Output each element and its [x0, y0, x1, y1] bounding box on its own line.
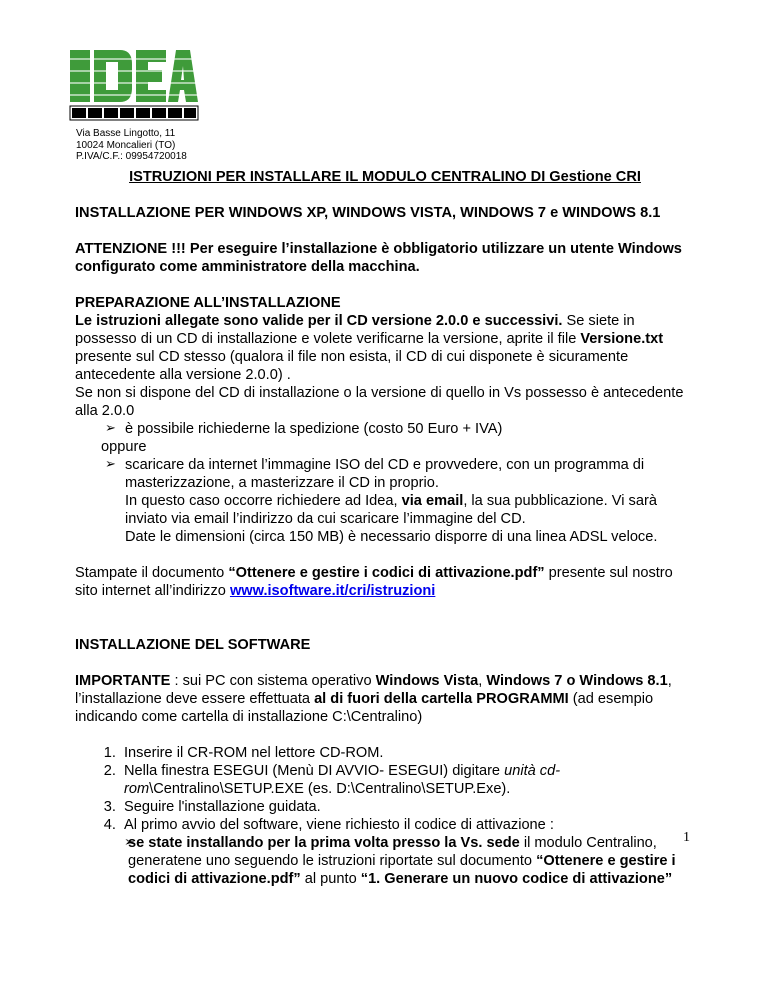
step-insert-cd: 1. Inserire il CR-ROM nel lettore CD-ROM. [120, 744, 695, 762]
request-text-b: , la sua pubblicazione. Vi sarà inviato via email l’indirizzo da cui scaricare l’immagine del CD. [125, 493, 657, 527]
option-shipping: ➢ è possibile richiederne la spedizione (costo 50 Euro + IVA) [105, 420, 695, 438]
address-street: Via Basse Lingotto, 11 [76, 128, 176, 139]
step4-text: 4. Al primo avvio del software, viene richiesto il codice di attivazione : [124, 817, 554, 833]
important-text-3: , l’installazione deve essere effettuata [75, 673, 672, 707]
sub-doc: “Ottenere e gestire i codici di attivazione.pdf” [128, 853, 676, 887]
install-os-heading: INSTALLAZIONE PER WINDOWS XP, WINDOWS VISTA, WINDOWS 7 e WINDOWS 8.1 [75, 205, 661, 221]
step2-text-a: Nella finestra ESEGUI (Menù DI AVVIO- ESEGUI) digitare [124, 763, 505, 779]
sub-bold: se state installando per la prima volta presso la Vs. sede [128, 835, 520, 851]
option-download [105, 456, 695, 546]
install-steps [75, 744, 695, 888]
cd-options-list-2 [75, 456, 695, 546]
step2-text-b: \Centralino\SETUP.EXE (es. D:\Centralino\SETUP.Exe). [149, 781, 511, 797]
page-number: 1 [683, 830, 690, 845]
option-download-request [125, 492, 695, 528]
admin-warning: ATTENZIONE !!! Per eseguire l’installazione è obbligatorio utilizzare un utente Windows configurato come amministratore della macchina. [75, 241, 682, 275]
step-run-setup [120, 762, 695, 798]
important-text-2: , [478, 673, 487, 689]
software-install-heading: INSTALLAZIONE DEL SOFTWARE [75, 637, 311, 653]
sub-point: “1. Generare un nuovo codice di attivazione” [360, 871, 673, 887]
cd-options-list [75, 420, 695, 438]
step2-drive: unità cd-rom [124, 763, 561, 797]
oppure-text: oppure [101, 439, 147, 455]
prep-text-1: Se siete in possesso di un CD di installazione e volete verificarne la versione, aprite il file [75, 313, 635, 347]
important-outside-folder: al di fuori della cartella PROGRAMMI [314, 691, 569, 707]
address-vat: P.IVA/C.F.: 09954720018 [76, 151, 187, 162]
step-wizard: 3. Seguire l'installazione guidata. [120, 798, 695, 816]
activation-first-install [124, 834, 695, 888]
important-note [75, 672, 695, 726]
print-doc-name: “Ottenere e gestire i codici di attivazione.pdf” [228, 565, 545, 581]
prep-no-cd-text: Se non si dispone del CD di installazione o la versione di quello in Vs possesso è antecedente alla 2.0.0 [75, 385, 684, 419]
preparation-paragraph [75, 312, 695, 384]
option-download-size: Date le dimensioni (circa 150 MB) è necessario disporre di una linea ADSL veloce. [125, 529, 658, 545]
address-city: 10024 Moncalieri (TO) [76, 139, 176, 151]
sub-text-2: al punto [300, 871, 361, 887]
version-file: Versione.txt [580, 331, 664, 347]
sub-text-1: il modulo Centralino, generatene uno seguendo le istruzioni riportate sul documento [128, 835, 657, 869]
important-w7: Windows 7 o Windows 8.1 [486, 673, 668, 689]
page-title: ISTRUZIONI PER INSTALLARE IL MODULO CENTRALINO DI Gestione CRI [129, 169, 641, 185]
prep-text-2: presente sul CD stesso (qualora il file non esista, il CD di cui disponete è sicuramente antecedente alla versione 2.0.0) . [75, 349, 629, 383]
print-pre: Stampate il documento [75, 565, 229, 581]
important-text-1: : sui PC con sistema operativo [170, 673, 376, 689]
print-mid: presente sul nostro sito internet all’indirizzo [75, 565, 673, 599]
activation-sublist [124, 834, 695, 888]
preparation-section [75, 294, 695, 546]
document-body [75, 168, 695, 888]
idea-software-logo [68, 44, 200, 124]
preparation-heading: PREPARAZIONE ALL’INSTALLAZIONE [75, 295, 341, 311]
print-instructions [75, 564, 695, 600]
important-label: IMPORTANTE [75, 673, 171, 689]
company-address [76, 128, 187, 163]
important-vista: Windows Vista [375, 673, 479, 689]
version-note: Le istruzioni allegate sono valide per il CD versione 2.0.0 e successivi. [75, 313, 563, 329]
request-text-a: In questo caso occorre richiedere ad Idea, [125, 493, 402, 509]
step-activation [120, 816, 695, 888]
instructions-link[interactable]: www.isoftware.it/cri/istruzioni [229, 583, 436, 599]
option-download-text: ➢ scaricare da internet l’immagine ISO del CD e provvedere, con un programma di masterizzazione, a masterizzare il CD in proprio. [125, 457, 645, 491]
request-email: via email [401, 493, 464, 509]
important-text-4: (ad esempio indicando come cartella di installazione C:\Centralino) [75, 691, 654, 725]
